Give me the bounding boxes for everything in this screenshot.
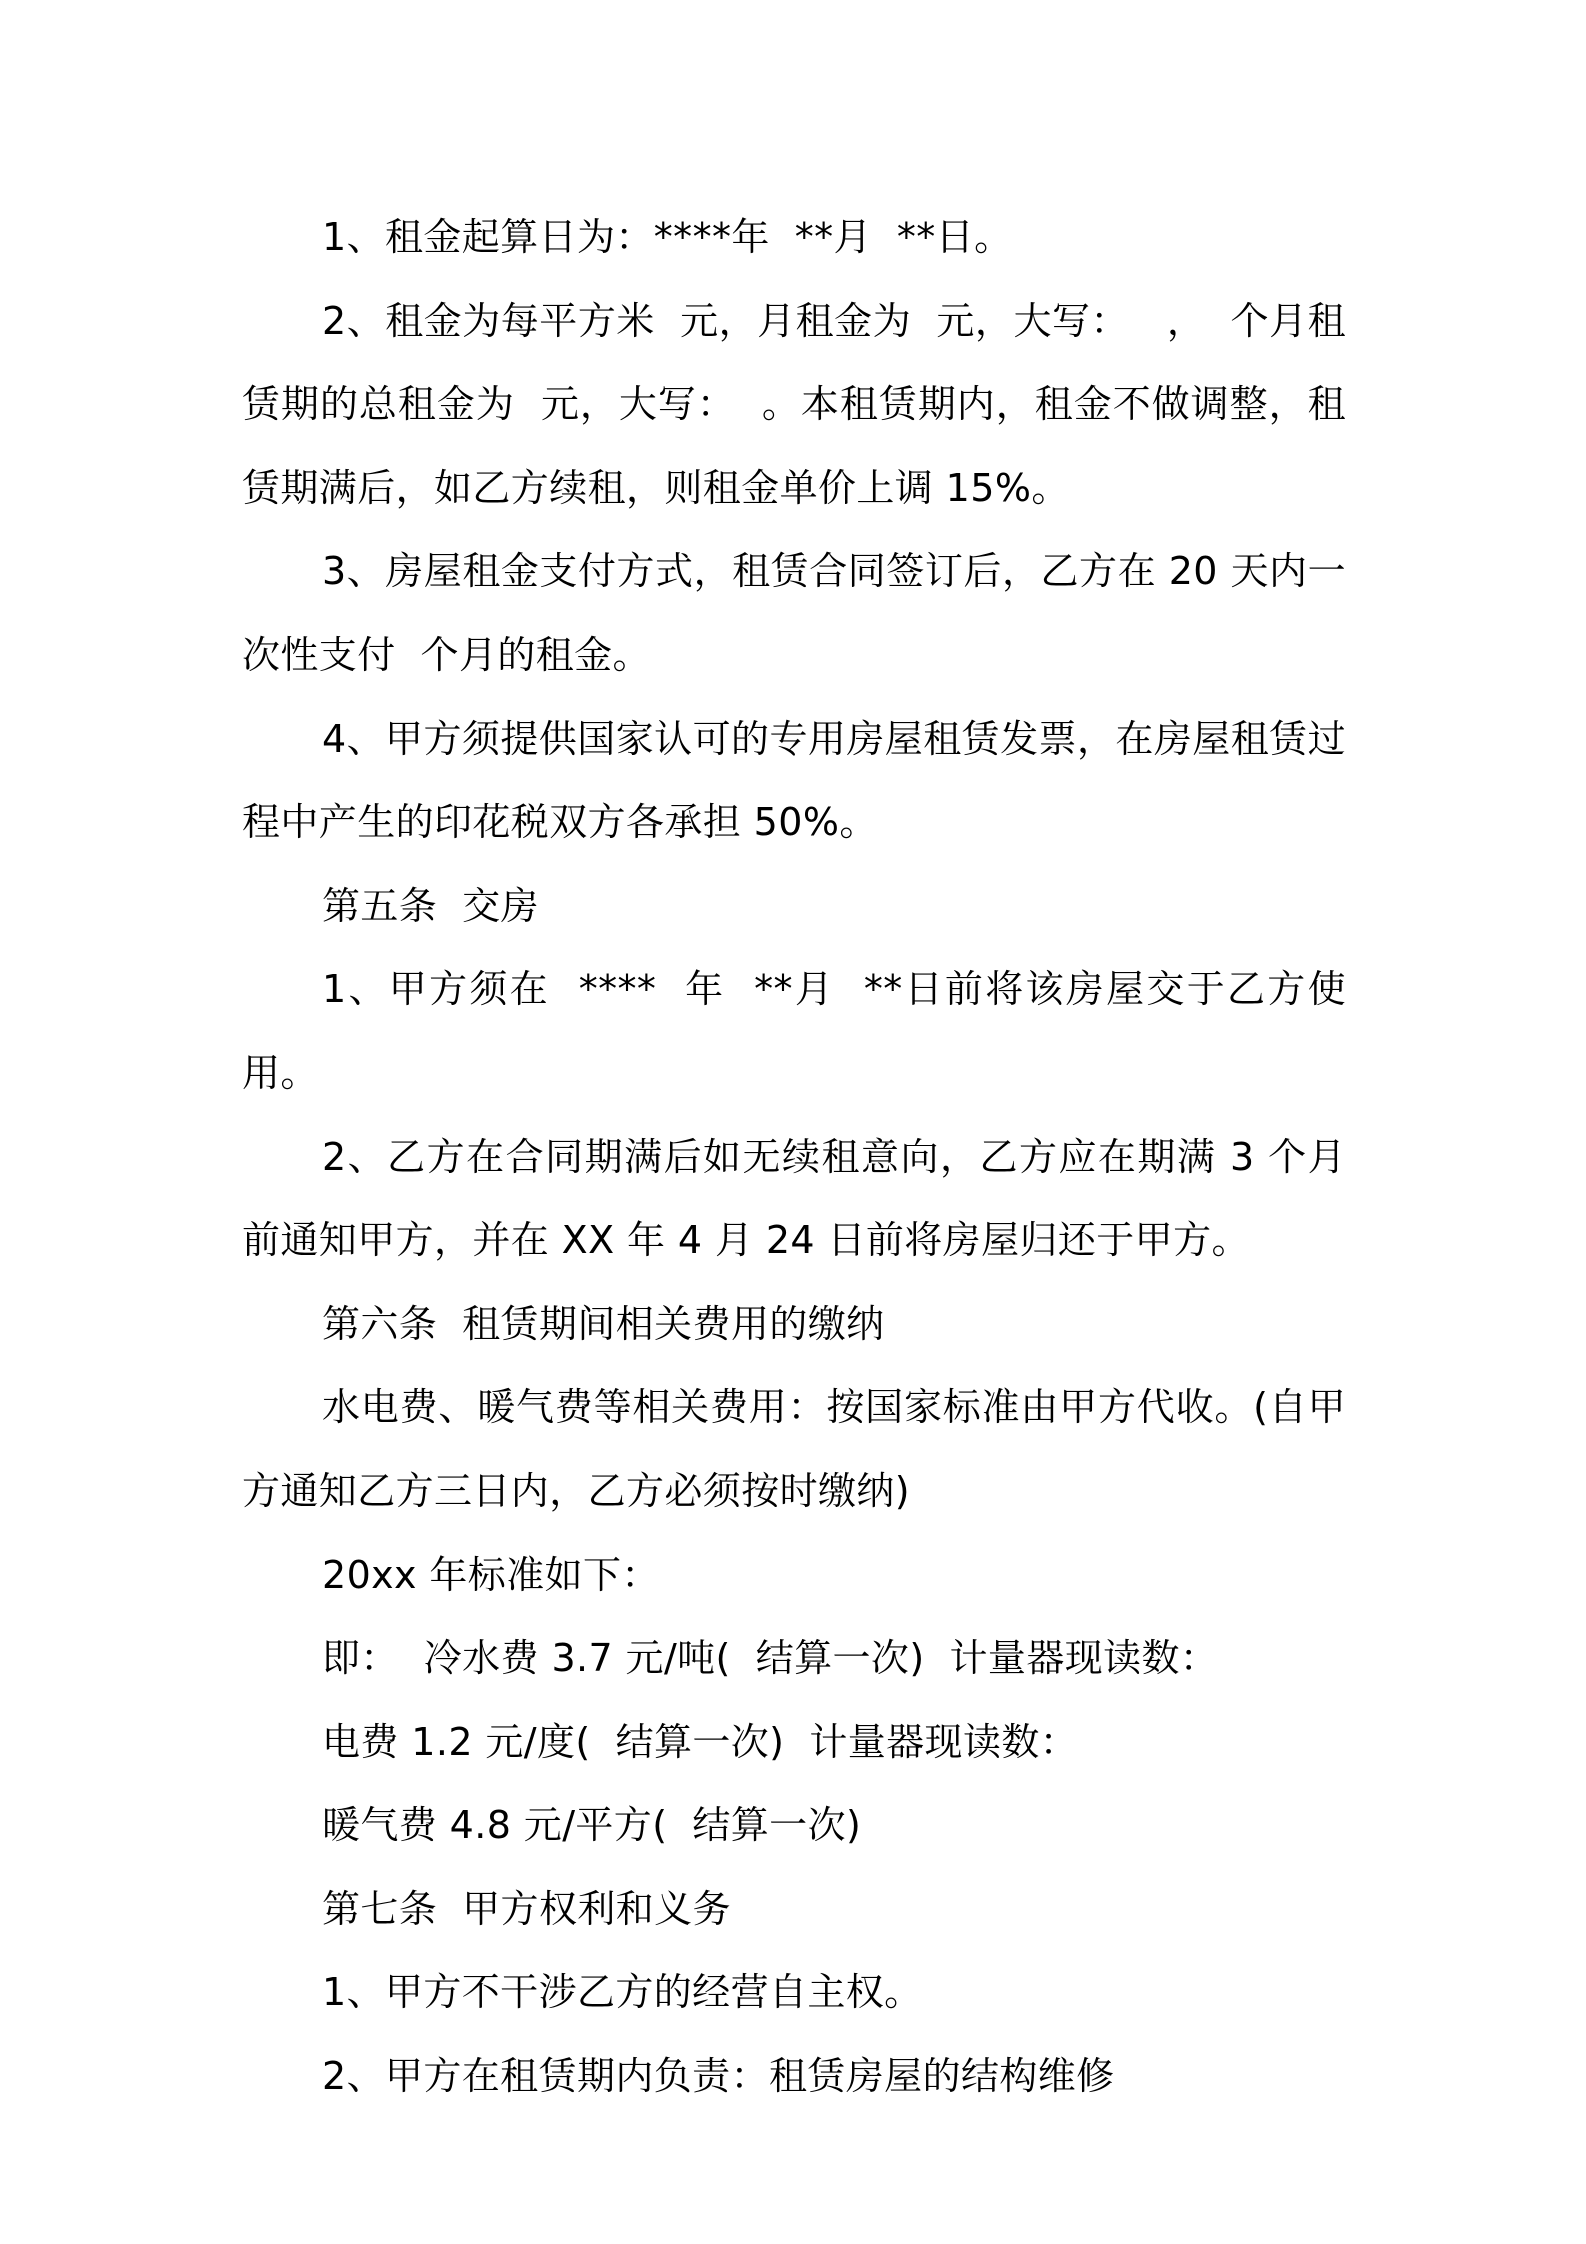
heading-article-6: 第六条 租赁期间相关费用的缴纳 — [322, 1301, 885, 1346]
paragraph-rent-amount: 2、租金为每平方米 元，月租金为 元，大写： ， 个月租赁期的总租金为 元，大写： 。本租赁期内，租金不做调整，租赁期满后，如乙方续租，则租金单价上调 15%。 — [242, 298, 1346, 510]
paragraph-rent-start-date: 1、租金起算日为：****年 **月 **日。 — [322, 215, 1013, 259]
document-body — [242, 196, 1346, 2119]
paragraph-heating-fee: 暖气费 4.8 元/平方( 结算一次) — [322, 1803, 862, 1848]
paragraph-no-interference: 1、甲方不干涉乙方的经营自主权。 — [322, 1970, 923, 2015]
paragraph-structure-repair: 2、甲方在租赁期内负责：租赁房屋的结构维修 — [322, 2054, 1115, 2099]
paragraph-invoice-stamp-tax: 4、甲方须提供国家认可的专用房屋租赁发票，在房屋租赁过程中产生的印花税双方各承担 50%。 — [242, 716, 1346, 845]
paragraph-cold-water-fee: 即： 冷水费 3.7 元/吨( 结算一次) 计量器现读数： — [322, 1636, 1219, 1681]
heading-article-7: 第七条 甲方权利和义务 — [322, 1886, 731, 1931]
paragraph-rent-payment-method: 3、房屋租金支付方式，租赁合同签订后，乙方在 20 天内一次性支付 个月的租金。 — [242, 549, 1346, 677]
paragraph-return-notice: 2、乙方在合同期满后如无续租意向，乙方应在期满 3 个月前通知甲方，并在 XX 年 4 月 24 日前将房屋归还于甲方。 — [242, 1134, 1346, 1263]
paragraph-handover-date: 1、甲方须在 **** 年 **月 **日前将该房屋交于乙方使用。 — [242, 967, 1346, 1095]
heading-article-5: 第五条 交房 — [322, 883, 539, 928]
paragraph-utility-fees: 水电费、暖气费等相关费用：按国家标准由甲方代收。(自甲方通知乙方三日内，乙方必须按时缴纳) — [242, 1385, 1346, 1513]
paragraph-electricity-fee: 电费 1.2 元/度( 结算一次) 计量器现读数： — [322, 1719, 1079, 1764]
paragraph-standard-intro: 20xx 年标准如下： — [322, 1552, 660, 1597]
